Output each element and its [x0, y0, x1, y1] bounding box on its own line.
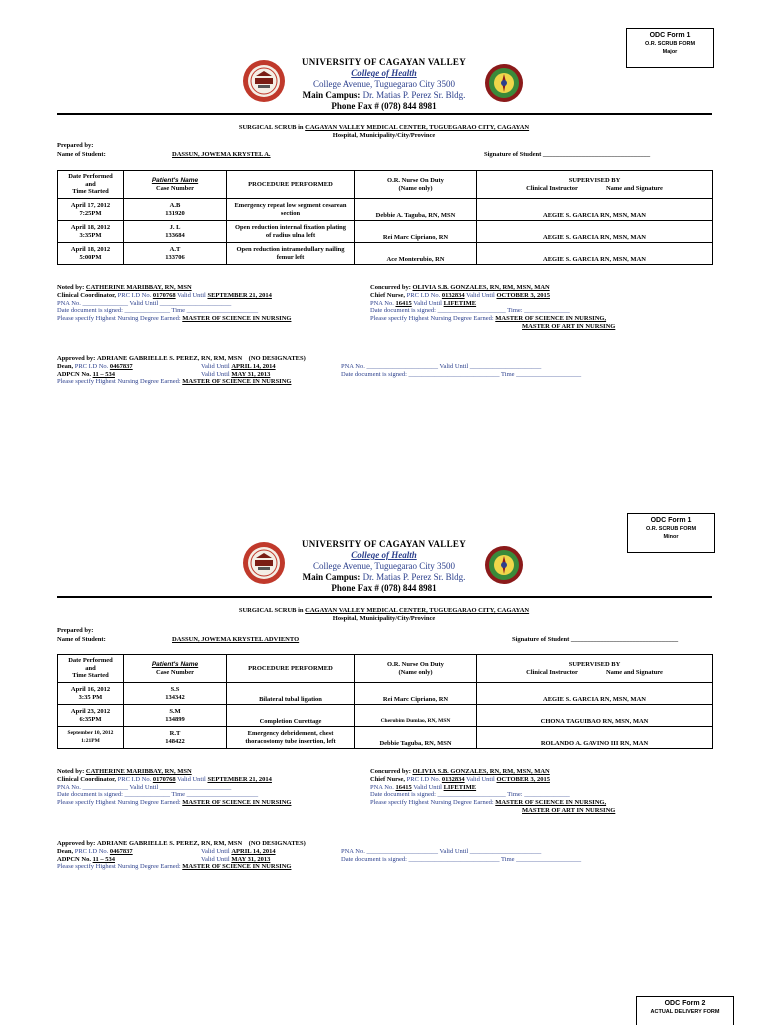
scrub-hospital: CAGAYAN VALLEY MEDICAL CENTER, TUGUEGARAO CITY, CAGAYAN: [305, 124, 530, 131]
scrub-table: [57, 654, 713, 749]
phone-fax: Phone Fax # (078) 844 8981: [331, 583, 437, 593]
col-patient-header: Patient's Name Case Number: [124, 655, 227, 683]
approved-by-block: Approved by: ADRIANE GABRIELLE S. PEREZ, RN, RM, MSN (NO DESIGNATES) Dean, PRC I.D No. 0467837 ADPCN No. 11 – 534 Please specify Highest Nursing Degree Earned: MASTER OF SCIENCE IN NURSING: [57, 840, 306, 871]
table-row: September 10, 2012 1:21PM R.T 148422 Emergency debridement, chest thoracostomy tube insertion, left Debbie Taguba, RN, MSN ROLANDO A. GAVINO III RN, MAN: [58, 727, 713, 749]
scrub-hospital: CAGAYAN VALLEY MEDICAL CENTER, TUGUEGARAO CITY, CAGAYAN: [305, 607, 530, 614]
student-signature-line: Signature of Student _________________________________: [512, 636, 679, 643]
main-campus-label: Main Campus:: [302, 90, 361, 100]
scrub-prefix: SURGICAL SCRUB in: [238, 124, 304, 131]
concurred-by-block: Concurred by: OLIVIA S.B. GONZALES, RN, RM, MSN, MAN Chief Nurse, PRC I.D No. 0132834 Valid Until OCTOBER 3, 2015 PNA No. 16415 Valid Until LIFETIME Date document is signed: _____________________ Time: ______________ Please specify Highest Nursing Degree Earned: MASTER OF SCIENCE IN NURSING, MASTER OF ART IN NURSING: [370, 768, 616, 814]
noted-by-block: Noted by: CATHERINE MARIBBAY, RN, MSN Clinical Coordinator, PRC I.D No. 0170768 Valid Until SEPTEMBER 21, 2014 PNA No. ______________ Valid Until ______________________ Date document is signed: ______________ Time ______________________ Please specify Highest Nursing Degree Earned: MASTER OF SCIENCE IN NURSING: [57, 768, 292, 807]
table-header-row: [58, 655, 713, 683]
student-name: DASSUN, JOWEMA KRYSTEL A.: [172, 151, 271, 158]
main-campus: [0, 572, 768, 583]
col-date-header: Date Performed and Time Started: [58, 655, 124, 683]
student-name-label: Name of Student:: [57, 636, 106, 643]
college-address: College Avenue, Tuguegarao City 3500: [312, 561, 456, 571]
table-row: April 18, 2012 3:35PM J. L 133684 Open reduction internal fixation plating of radius ulna left Rei Marc Cipriano, RN AEGIE S. GARCIA RN, MSN, MAN: [58, 221, 713, 243]
main-campus-value: Dr. Matias P. Perez Sr. Bldg.: [362, 90, 466, 100]
main-campus: [0, 90, 768, 101]
student-name-label: Name of Student:: [57, 151, 106, 158]
form-label-title: ODC Form 1: [650, 517, 692, 524]
letterhead: [0, 57, 768, 112]
college-name: College of Health: [351, 68, 417, 78]
form2-label-box: [636, 996, 734, 1025]
col-procedure-header: PROCEDURE PERFORMED: [227, 171, 355, 199]
letterhead: [0, 539, 768, 594]
header-rule: [57, 113, 712, 115]
header-rule: [57, 596, 712, 598]
col-nurse-header: O.R. Nurse On Duty (Name only): [355, 655, 477, 683]
form-label-sub: O.R. SCRUB FORM: [644, 41, 696, 47]
table-header-row: [58, 171, 713, 199]
table-row: April 17, 2012 7:25PM A.B 131920 Emergency repeat low segment cesarean section Debbie A. Taguba, RN, MSN AEGIE S. GARCIA RN, MSN, MAN: [58, 199, 713, 221]
college-name: College of Health: [351, 550, 417, 560]
scrub-table: [57, 170, 713, 265]
table-row: April 23, 2012 6:35PM S.M 134899 Completion Curettage Cherubim Dumlao, RN, MSN CHONA TAGUIBAO RN, MSN, MAN: [58, 705, 713, 727]
form-label-title: ODC Form 1: [649, 32, 691, 39]
university-name: UNIVERSITY OF CAGAYAN VALLEY: [301, 57, 467, 67]
prepared-by-label: Prepared by:: [57, 627, 94, 634]
approved-by-block: Approved by: ADRIANE GABRIELLE S. PEREZ, RN, RM, MSN (NO DESIGNATES) Dean, PRC I.D No. 0467837 ADPCN No. 11 – 534 Please specify Highest Nursing Degree Earned: MASTER OF SCIENCE IN NURSING: [57, 355, 306, 386]
scrub-location-caption: Hospital, Municipality/City/Province: [332, 132, 436, 139]
student-name: DASSUN, JOWEMA KRYSTEL ADVIENTO: [172, 636, 300, 643]
college-address: College Avenue, Tuguegarao City 3500: [312, 79, 456, 89]
approved-validity: Valid Until APRIL 14, 2014 Valid Until MAY 31, 2013: [201, 363, 276, 378]
col-nurse-header: O.R. Nurse On Duty (Name only): [355, 171, 477, 199]
noted-by-block: Noted by: CATHERINE MARIBBAY, RN, MSN Clinical Coordinator, PRC I.D No. 0170768 Valid Until SEPTEMBER 21, 2014 PNA No. ______________ Valid Until ______________________ Date document is signed: ______________ Time ______________________ Please specify Highest Nursing Degree Earned: MASTER OF SCIENCE IN NURSING: [57, 284, 292, 323]
approved-validity: Valid Until APRIL 14, 2014 Valid Until MAY 31, 2013: [201, 848, 276, 863]
concurred-by-block: Concurred by: OLIVIA S.B. GONZALES, RN, RM, MSN, MAN Chief Nurse, PRC I.D No. 0132834 Valid Until OCTOBER 3, 2015 PNA No. 16415 Valid Until LIFETIME Date document is signed: _____________________ Time: ______________ Please specify Highest Nursing Degree Earned: MASTER OF SCIENCE IN NURSING, MASTER OF ART IN NURSING: [370, 284, 616, 330]
col-supervisor-header: SUPERVISED BY Clinical Instructor Name and Signature: [477, 171, 713, 199]
prepared-by-label: Prepared by:: [57, 142, 94, 149]
approved-pna-block: PNA No. ______________________ Valid Until ______________________ Date document is signed: ____________________________ Time ____________________: [341, 848, 582, 863]
table-row: April 16, 2012 3:35 PM S.S 134342 Bilateral tubal ligation Rei Marc Cipriano, RN AEGIE S. GARCIA RN, MSN, MAN: [58, 683, 713, 705]
col-supervisor-header: SUPERVISED BY Clinical Instructor Name and Signature: [477, 655, 713, 683]
phone-fax: Phone Fax # (078) 844 8981: [331, 101, 437, 111]
approved-pna-block: PNA No. ______________________ Valid Until ______________________ Date document is signed: ____________________________ Time ____________________: [341, 363, 582, 378]
main-campus-value: Dr. Matias P. Perez Sr. Bldg.: [362, 572, 466, 582]
main-campus-label: Main Campus:: [302, 572, 361, 582]
col-patient-header: Patient's Name Case Number: [124, 171, 227, 199]
col-date-header: Date Performed and Time Started: [58, 171, 124, 199]
col-procedure-header: PROCEDURE PERFORMED: [227, 655, 355, 683]
scrub-location: [0, 607, 768, 615]
scrub-location: [0, 124, 768, 132]
form-label-type: Minor: [663, 534, 679, 540]
form2-label-title: ODC Form 2: [664, 1000, 706, 1007]
form-label-sub: O.R. SCRUB FORM: [645, 526, 697, 532]
table-row: April 18, 2012 5:00PM A.T 133706 Open reduction intramedullary nailing femur left Ace Monterubio, RN AEGIE S. GARCIA RN, MSN, MAN: [58, 243, 713, 265]
university-name: UNIVERSITY OF CAGAYAN VALLEY: [301, 539, 467, 549]
scrub-location-caption: Hospital, Municipality/City/Province: [332, 615, 436, 622]
scrub-prefix: SURGICAL SCRUB in: [238, 607, 304, 614]
form-label-type: Major: [662, 49, 678, 55]
form2-label-sub: ACTUAL DELIVERY FORM: [650, 1009, 720, 1015]
student-signature-line: Signature of Student _________________________________: [484, 151, 651, 158]
